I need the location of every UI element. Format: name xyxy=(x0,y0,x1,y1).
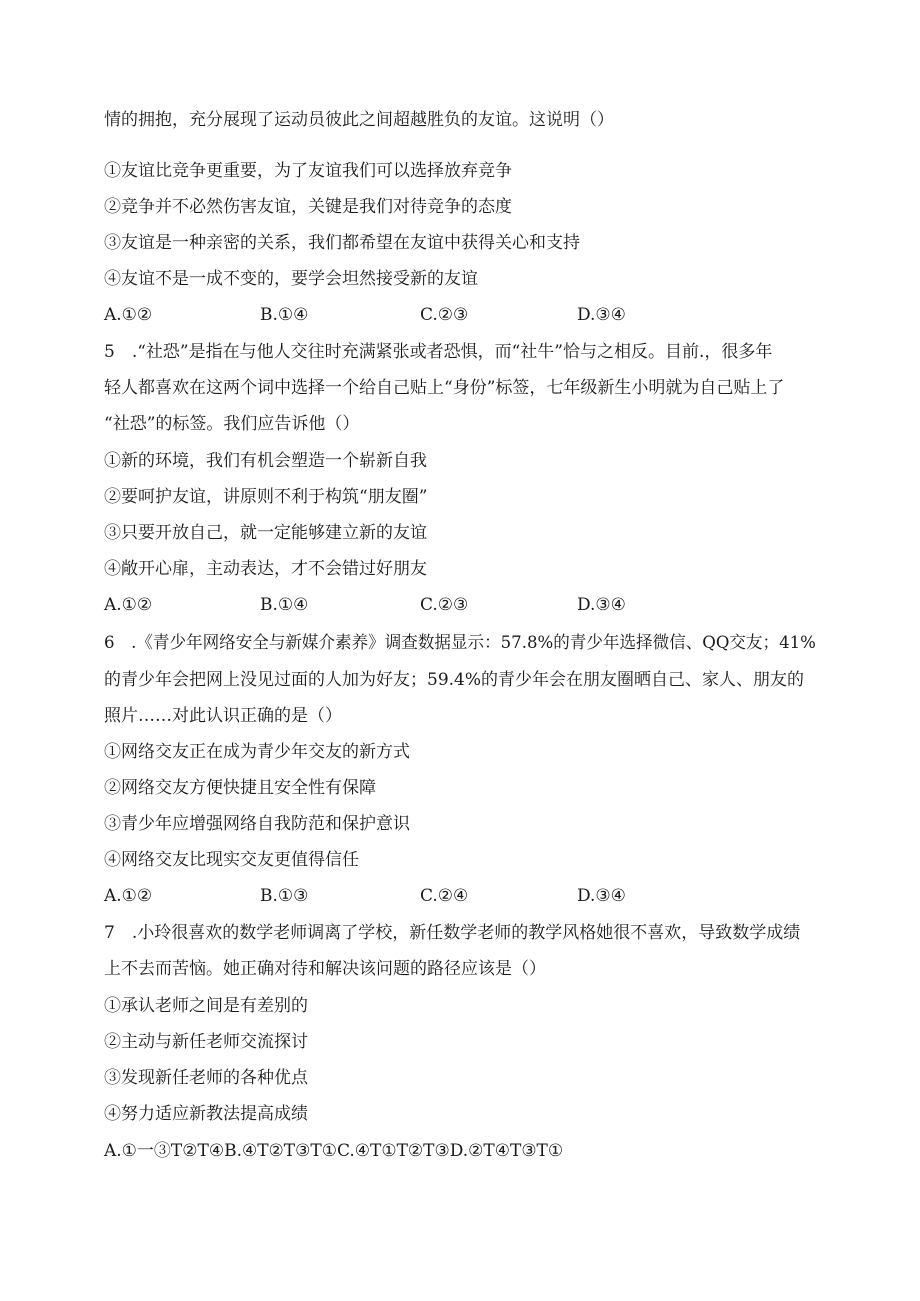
q6-statement-2: ②网络交友方便快捷且安全性有保障 xyxy=(104,778,376,798)
q6-statement-4: ④网络交友比现实交友更值得信任 xyxy=(104,850,359,870)
q4-option-c: C.②③ xyxy=(420,305,469,325)
q7-statement-1: ①承认老师之间是有差别的 xyxy=(104,996,308,1016)
q5-options xyxy=(104,594,824,616)
q7-stem-line-2: 上不去而苦恼。她正确对待和解决该问题的路径应该是（） xyxy=(104,959,546,979)
q4-statement-4: ④友谊不是一成不变的，要学会坦然接受新的友谊 xyxy=(104,269,478,289)
q4-statement-1: ①友谊比竞争更重要，为了友谊我们可以选择放弃竞争 xyxy=(104,161,512,181)
q7-statement-4: ④努力适应新教法提高成绩 xyxy=(104,1104,308,1124)
q5-option-d: D.③④ xyxy=(577,595,626,615)
q6-option-a: A.①② xyxy=(104,886,153,906)
q5-statement-3: ③只要开放自己，就一定能够建立新的友谊 xyxy=(104,523,427,543)
q5-statement-2: ②要呵护友谊，讲原则不利于构筑“朋友圈” xyxy=(104,487,428,507)
q6-option-d: D.③④ xyxy=(577,886,626,906)
q7-stem-line-1: 7 .小玲很喜欢的数学老师调离了学校，新任数学老师的教学风格她很不喜欢，导致数学成绩 xyxy=(104,923,801,943)
q6-statement-1: ①网络交友正在成为青少年交友的新方式 xyxy=(104,742,410,762)
q6-option-c: C.②④ xyxy=(420,886,469,906)
q5-stem-line-3: “社恐”的标签。我们应告诉他（） xyxy=(104,414,360,434)
q6-stem-line-3: 照片……对此认识正确的是（） xyxy=(104,706,342,726)
q5-stem-line-2: 轻人都喜欢在这两个词中选择一个给自己贴上“身份”标签，七年级新生小明就为自己贴上了 xyxy=(104,378,785,398)
q6-stem-line-1: 6 .《青少年网络安全与新媒介素养》调查数据显示：57.8%的青少年选择微信、QQ交友；41% xyxy=(104,633,816,653)
q5-option-a: A.①② xyxy=(104,595,153,615)
q5-statement-4: ④敞开心扉，主动表达，才不会错过好朋友 xyxy=(104,559,427,579)
q7-statement-3: ③发现新任老师的各种优点 xyxy=(104,1068,308,1088)
q4-option-b: B.①④ xyxy=(260,305,309,325)
q5-statement-1: ①新的环境，我们有机会塑造一个崭新自我 xyxy=(104,451,427,471)
q7-options: A.①一③T②T④B.④T②T③T①C.④T①T②T③D.②T④T③T① xyxy=(104,1141,564,1161)
q4-statement-3: ③友谊是一种亲密的关系，我们都希望在友谊中获得关心和支持 xyxy=(104,233,580,253)
q4-options xyxy=(104,304,824,326)
q4-stem-line: 情的拥抱，充分展现了运动员彼此之间超越胜负的友谊。这说明（） xyxy=(104,110,614,130)
q4-option-d: D.③④ xyxy=(577,305,626,325)
q6-options xyxy=(104,885,824,907)
q6-statement-3: ③青少年应增强网络自我防范和保护意识 xyxy=(104,814,410,834)
q5-option-c: C.②③ xyxy=(420,595,469,615)
q6-option-b: B.①③ xyxy=(260,886,309,906)
q4-option-a: A.①② xyxy=(104,305,153,325)
q5-option-b: B.①④ xyxy=(260,595,309,615)
q5-stem-line-1: 5 .“社恐”是指在与他人交往时充满紧张或者恐惧，而“社牛”恰与之相反。目前.，很多年 xyxy=(104,342,773,362)
q7-statement-2: ②主动与新任老师交流探讨 xyxy=(104,1032,308,1052)
q6-stem-line-2: 的青少年会把网上没见过面的人加为好友；59.4%的青少年会在朋友圈晒自己、家人、朋友的 xyxy=(104,670,805,690)
q4-statement-2: ②竞争并不必然伤害友谊，关键是我们对待竞争的态度 xyxy=(104,197,512,217)
